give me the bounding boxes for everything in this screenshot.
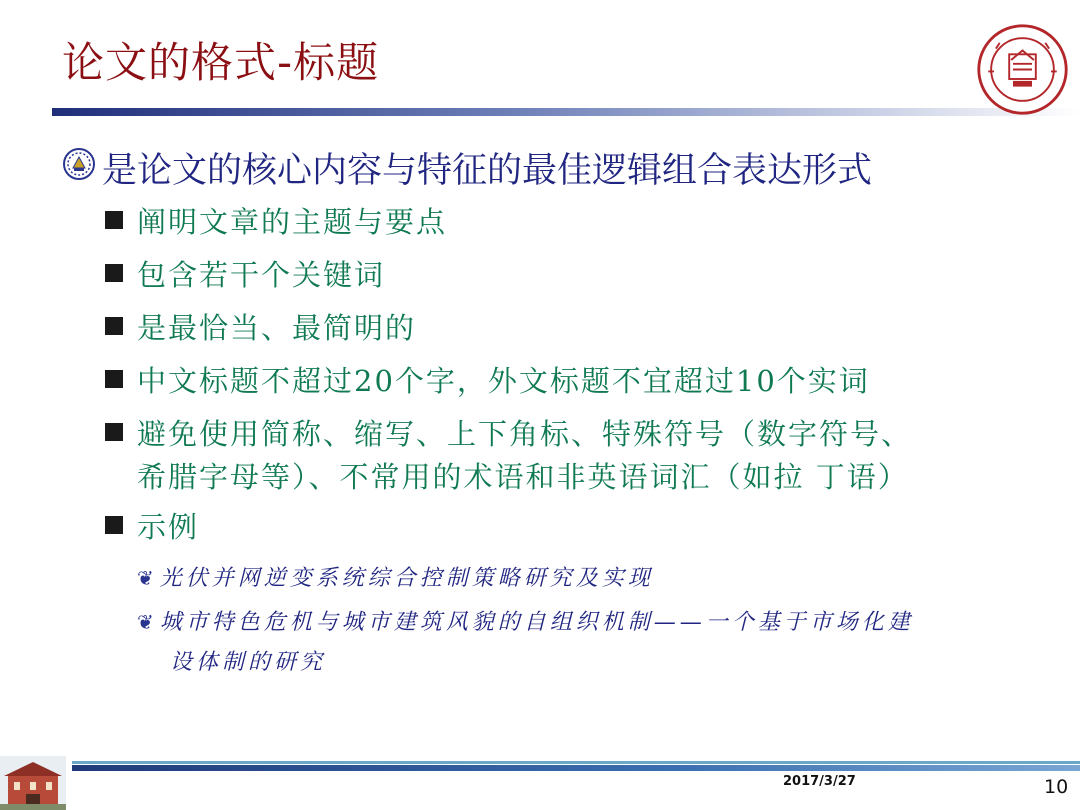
- example-continuation: 设体制的研究: [170, 650, 327, 675]
- main-point-text: 是论文的核心内容与特征的最佳逻辑组合表达形式: [102, 151, 873, 191]
- square-bullet-icon: [105, 317, 123, 335]
- fan-bullet-icon: ❦: [137, 610, 154, 634]
- fan-bullet-icon: ❦: [137, 566, 154, 590]
- example-item: ❦ 城市特色危机与城市建筑风貌的自组织机制——一个基于市场化建: [137, 610, 914, 635]
- sub-point: 阐明文章的主题与要点: [105, 200, 447, 241]
- square-bullet-icon: [105, 264, 123, 282]
- sub-point: 中文标题不超过20个字，外文标题不宜超过10个实词: [105, 359, 870, 400]
- footer-date: 2017/3/27: [783, 774, 856, 789]
- page-number: 10: [1044, 776, 1069, 798]
- example-item: ❦ 光伏并网逆变系统综合控制策略研究及实现: [137, 566, 654, 591]
- campus-building-image: [0, 756, 66, 810]
- square-bullet-icon: [105, 370, 123, 388]
- square-bullet-icon: [105, 423, 123, 441]
- gear-bullet-icon: [62, 147, 96, 181]
- sub-point: 包含若干个关键词: [105, 253, 385, 294]
- sub-point-continuation: 希腊字母等）、不常用的术语和非英语词汇（如拉 丁语）: [137, 460, 909, 494]
- square-bullet-icon: [105, 211, 123, 229]
- sub-point: 示例: [105, 505, 199, 546]
- university-seal-logo: [975, 22, 1070, 117]
- sub-point: 避免使用简称、缩写、上下角标、特殊符号（数字符号、: [105, 412, 912, 453]
- slide-title: 论文的格式-标题: [62, 38, 380, 87]
- square-bullet-icon: [105, 516, 123, 534]
- footer-divider-thick: [72, 765, 1080, 771]
- title-divider: [52, 108, 1080, 116]
- footer-divider-thin: [72, 761, 1080, 764]
- sub-point: 是最恰当、最简明的: [105, 306, 416, 347]
